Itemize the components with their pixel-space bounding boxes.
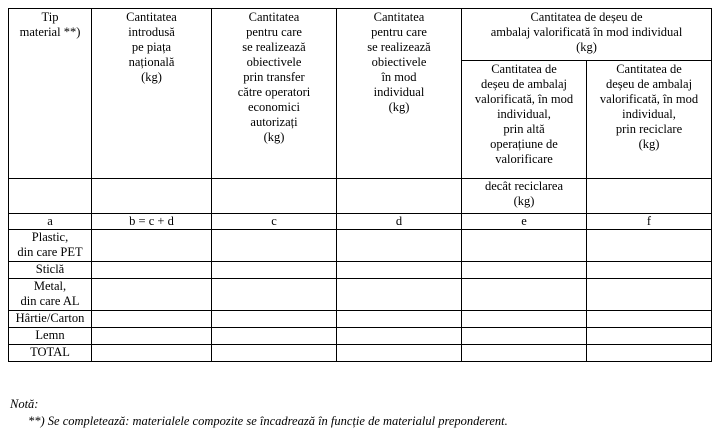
data-cell[interactable] [212,345,337,362]
note-title: Notă: [10,397,39,411]
row-label-wood: Lemn [9,328,92,345]
data-cell[interactable] [92,262,212,279]
column-letter-d: d [337,214,462,230]
data-cell[interactable] [462,345,587,362]
header-valorized-group: Cantitatea de deșeu de ambalaj valorificată în mod individual (kg) [462,9,712,61]
column-letter-a: a [9,214,92,230]
data-cell[interactable] [587,262,712,279]
spacer-cell [587,179,712,214]
header-other-valorization-cont: decât reciclarea (kg) [462,179,587,214]
data-cell[interactable] [462,279,587,311]
header-quantity-transfer: Cantitatea pentru care se realizează obiectivele prin transfer către operatori economici autorizați (kg) [212,9,337,179]
spacer-cell [337,179,462,214]
row-label-glass: Sticlă [9,262,92,279]
header-recycling: Cantitatea de deșeu de ambalaj valorificată, în mod individual, prin reciclare (kg) [587,61,712,179]
column-letter-c: c [212,214,337,230]
data-cell[interactable] [212,279,337,311]
data-cell[interactable] [587,311,712,328]
spacer-cell [9,179,92,214]
column-letter-e: e [462,214,587,230]
column-letter-f: f [587,214,712,230]
table-row [9,262,712,279]
row-label-total: TOTAL [9,345,92,362]
data-cell[interactable] [337,279,462,311]
data-cell[interactable] [337,311,462,328]
table-row [9,311,712,328]
header-quantity-individual: Cantitatea pentru care se realizează obiectivele în mod individual (kg) [337,9,462,179]
data-cell[interactable] [337,262,462,279]
data-cell[interactable] [462,328,587,345]
data-cell[interactable] [337,328,462,345]
data-cell[interactable] [587,230,712,262]
data-cell[interactable] [212,311,337,328]
data-cell[interactable] [212,262,337,279]
table-row [9,230,712,262]
data-cell[interactable] [587,279,712,311]
data-cell[interactable] [92,311,212,328]
data-cell[interactable] [92,279,212,311]
row-label-plastic: Plastic, din care PET [9,230,92,262]
column-letters-row [9,214,712,230]
table-row [9,328,712,345]
spacer-cell [92,179,212,214]
data-cell[interactable] [337,345,462,362]
table-row [9,345,712,362]
data-cell[interactable] [587,345,712,362]
row-label-metal: Metal, din care AL [9,279,92,311]
header-quantity-introduced: Cantitatea introdusă pe piața națională (kg) [92,9,212,179]
data-cell[interactable] [587,328,712,345]
column-letter-b: b = c + d [92,214,212,230]
data-cell[interactable] [337,230,462,262]
row-label-paper-cardboard: Hârtie/Carton [9,311,92,328]
spacer-row [9,179,712,214]
spacer-cell [212,179,337,214]
data-cell[interactable] [92,230,212,262]
packaging-waste-table [8,8,712,362]
data-cell[interactable] [462,311,587,328]
data-cell[interactable] [212,230,337,262]
table-row [9,279,712,311]
header-other-valorization: Cantitatea de deșeu de ambalaj valorificată, în mod individual, prin altă operațiune de valorificare [462,61,587,179]
header-material-type: Tip material **) [9,9,92,179]
note-text: **) Se completează: materialele compozite se încadrează în funcție de materialul preponderent. [28,414,508,428]
data-cell[interactable] [462,262,587,279]
data-cell[interactable] [462,230,587,262]
data-cell[interactable] [92,345,212,362]
data-cell[interactable] [92,328,212,345]
data-cell[interactable] [212,328,337,345]
